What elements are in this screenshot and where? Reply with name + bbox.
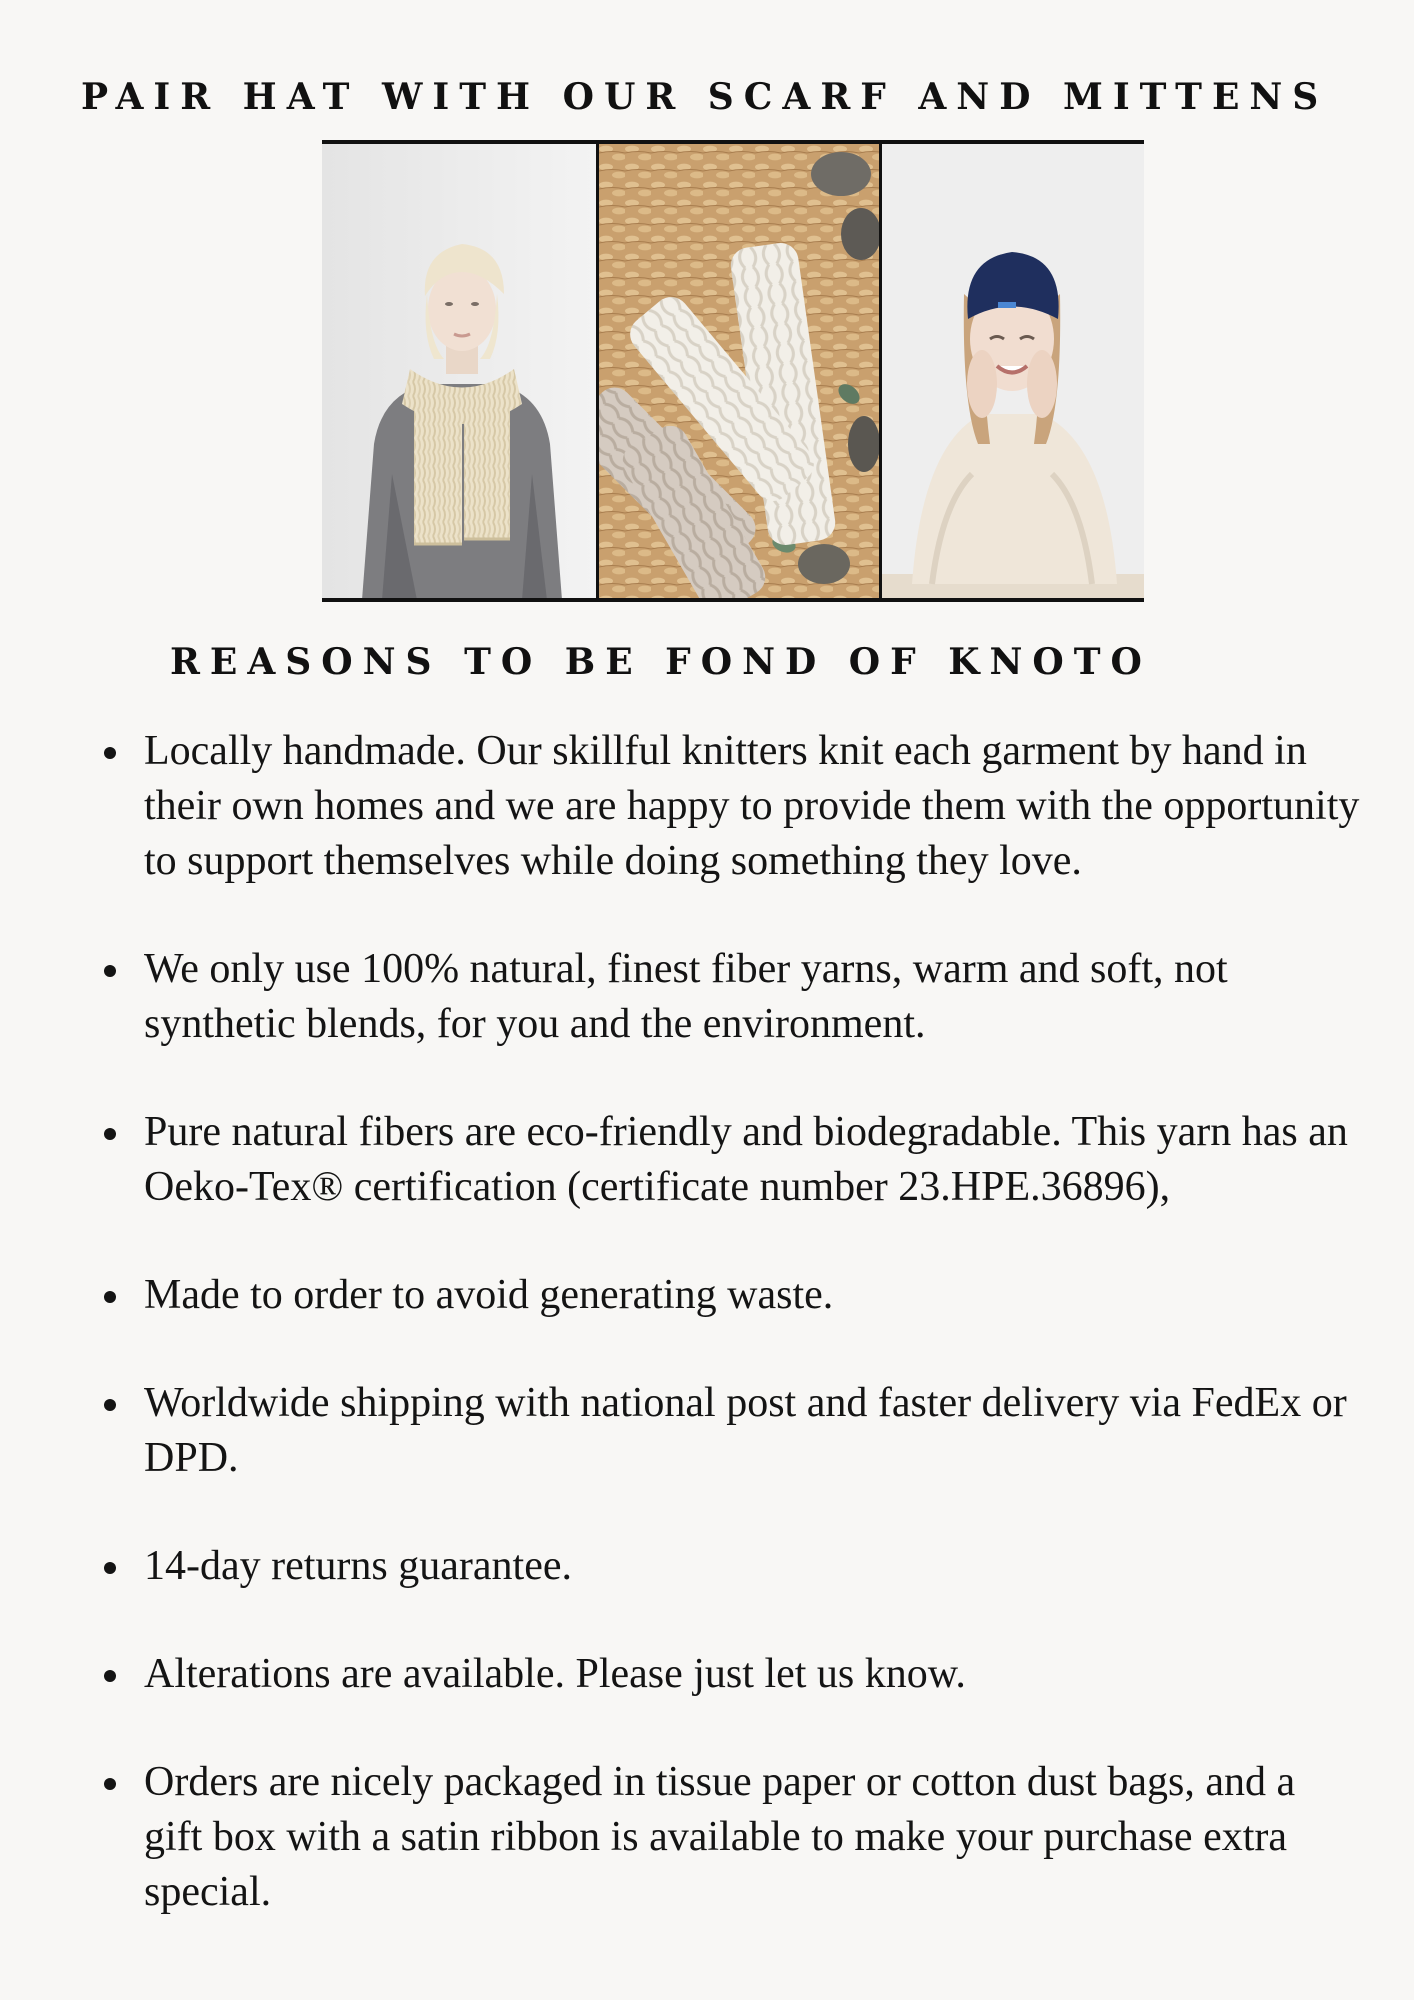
navy-hat-photo[interactable] bbox=[882, 144, 1144, 598]
reason-text: 14-day returns guarantee. bbox=[144, 1543, 572, 1589]
reason-text: Locally handmade. Our skillful knitters knit each garment by hand in their own homes and we are happy to provide them with the opportunity to support themselves while doing something they love. bbox=[144, 728, 1360, 884]
reason-item bbox=[92, 1268, 1362, 1323]
reason-text: Made to order to avoid generating waste. bbox=[144, 1272, 834, 1318]
mittens-illustration bbox=[599, 144, 879, 598]
scarf-hat-photo[interactable] bbox=[322, 144, 599, 598]
reason-item bbox=[92, 1755, 1362, 1920]
reason-text: We only use 100% natural, finest fiber yarns, warm and soft, not synthetic blends, for you and the environment. bbox=[144, 946, 1228, 1047]
reason-item bbox=[92, 942, 1362, 1052]
reasons-heading: REASONS TO BE FOND OF KNOTO bbox=[170, 641, 1152, 683]
mittens-photo[interactable] bbox=[599, 144, 882, 598]
bullet-icon bbox=[104, 1778, 116, 1790]
reason-item bbox=[92, 1105, 1362, 1215]
pair-products-heading: PAIR HAT WITH OUR SCARF AND MITTENS bbox=[81, 76, 1329, 118]
bullet-icon bbox=[104, 965, 116, 977]
bullet-icon bbox=[104, 1670, 116, 1682]
bullet-icon bbox=[104, 1291, 116, 1303]
reason-item bbox=[92, 724, 1362, 889]
reason-text: Worldwide shipping with national post and faster delivery via FedEx or DPD. bbox=[144, 1380, 1347, 1481]
scarf-hat-illustration bbox=[322, 144, 596, 598]
product-photo-gallery bbox=[322, 140, 1144, 602]
reason-item bbox=[92, 1647, 1362, 1702]
reasons-list bbox=[92, 724, 1362, 1973]
bullet-icon bbox=[104, 747, 116, 759]
reason-text: Orders are nicely packaged in tissue paper or cotton dust bags, and a gift box with a satin ribbon is available to make your purchase extra special. bbox=[144, 1759, 1296, 1915]
reason-item bbox=[92, 1376, 1362, 1486]
reason-text: Alterations are available. Please just let us know. bbox=[144, 1651, 966, 1697]
bullet-icon bbox=[104, 1562, 116, 1574]
reason-text: Pure natural fibers are eco-friendly and biodegradable. This yarn has an Oeko-Tex® certification (certificate number 23.HPE.36896), bbox=[144, 1109, 1348, 1210]
bullet-icon bbox=[104, 1128, 116, 1140]
reason-item bbox=[92, 1539, 1362, 1594]
navy-hat-illustration bbox=[882, 144, 1144, 598]
bullet-icon bbox=[104, 1399, 116, 1411]
